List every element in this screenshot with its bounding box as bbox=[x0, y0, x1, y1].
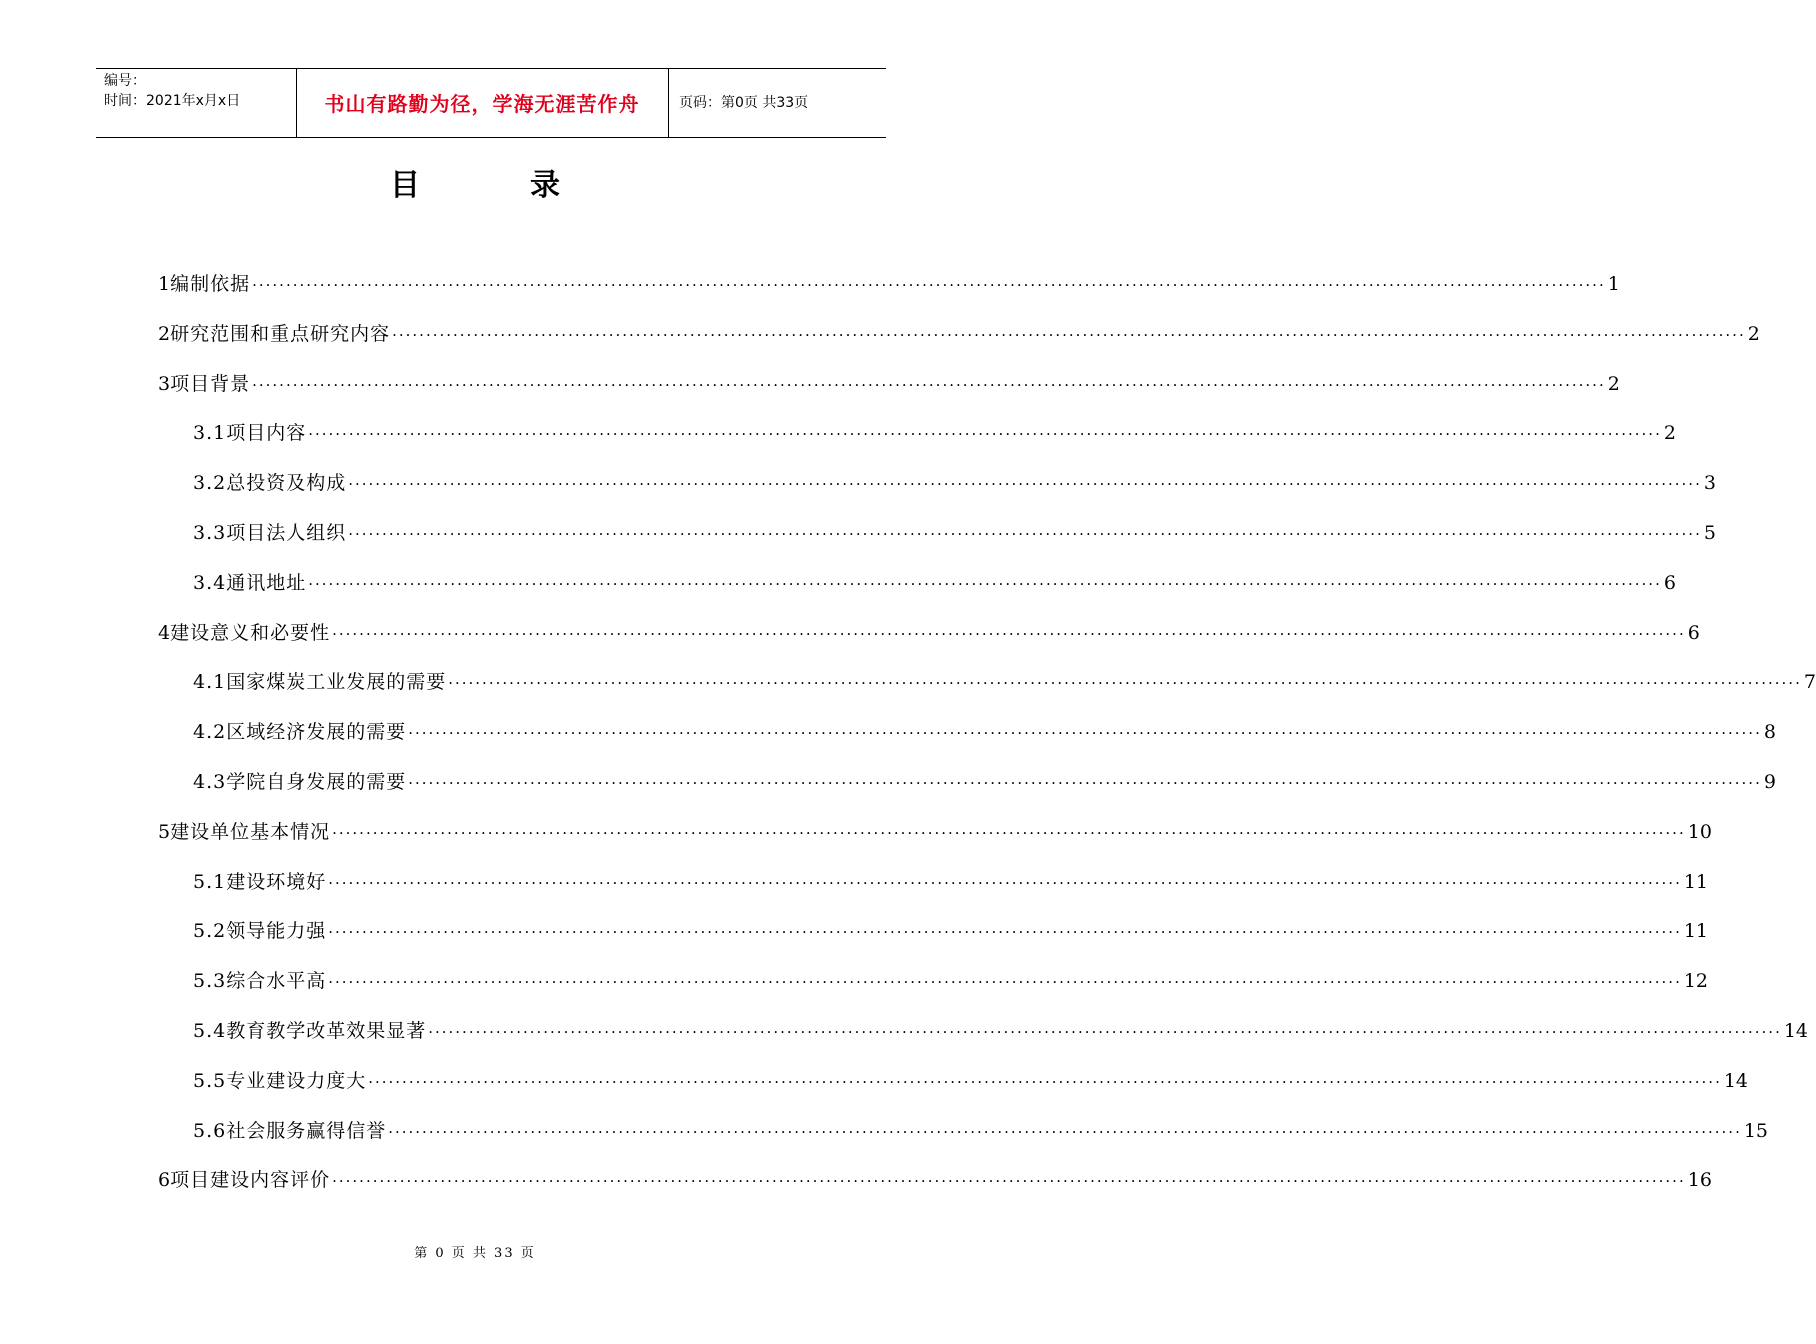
toc-leader-dots: ········································································································································································································ bbox=[448, 674, 1802, 693]
toc-leader-dots: ········································································································································································································ bbox=[328, 873, 1682, 892]
document-date: 时间：2021年x月x日 bbox=[104, 93, 241, 109]
toc-entry-page: 7 bbox=[1803, 671, 1816, 694]
header-middle-cell bbox=[296, 69, 669, 137]
toc-entry-page: 2 bbox=[1747, 322, 1760, 345]
toc-entry-label: 5.4教育教学改革效果显著 bbox=[193, 1020, 427, 1042]
toc-leader-dots: ········································································································································································································ bbox=[348, 475, 1702, 494]
toc-entry-label: 3.3项目法人组织 bbox=[193, 522, 347, 544]
toc-entry-label: 建设意义和必要性 bbox=[170, 621, 331, 644]
toc-entry-page: 5 bbox=[1703, 522, 1716, 544]
page-title bbox=[0, 168, 950, 204]
toc-entry-page: 9 bbox=[1763, 771, 1776, 793]
toc-entry-page: 6 bbox=[1663, 571, 1676, 594]
toc-entry-page: 2 bbox=[1663, 422, 1676, 445]
toc-leader-dots: ········································································································································································································ bbox=[328, 973, 1682, 992]
toc-entry[interactable] bbox=[193, 669, 1816, 695]
toc-entry[interactable] bbox=[193, 1118, 1769, 1144]
toc-leader-dots: ········································································································································································································ bbox=[392, 325, 1746, 344]
toc-entry[interactable] bbox=[193, 570, 1676, 596]
toc-entry[interactable] bbox=[193, 918, 1709, 944]
toc-entry-number: 5 bbox=[158, 820, 171, 843]
header-right-cell bbox=[669, 69, 886, 137]
toc-leader-dots: ········································································································································································································ bbox=[252, 375, 1606, 394]
toc-leader-dots: ········································································································································································································ bbox=[328, 923, 1682, 942]
toc-entry-page: 6 bbox=[1687, 621, 1700, 644]
toc-entry[interactable] bbox=[193, 1068, 1749, 1094]
toc-leader-dots: ········································································································································································································ bbox=[332, 823, 1686, 842]
toc-entry-label: 项目建设内容评价 bbox=[170, 1169, 331, 1192]
title-char-2: 录 bbox=[530, 168, 560, 203]
toc-entry-page: 10 bbox=[1687, 820, 1712, 843]
toc-leader-dots: ········································································································································································································ bbox=[308, 425, 1662, 444]
toc-entry-page: 1 bbox=[1607, 273, 1620, 295]
toc-entry[interactable] bbox=[193, 520, 1716, 546]
header-motto: 书山有路勤为径，学海无涯苦作舟 bbox=[324, 92, 640, 116]
toc-leader-dots: ········································································································································································································ bbox=[252, 276, 1606, 294]
toc-leader-dots: ········································································································································································································ bbox=[368, 1072, 1722, 1091]
toc-entry[interactable] bbox=[193, 1018, 1809, 1044]
toc-entry-number: 6 bbox=[158, 1169, 171, 1192]
toc-entry[interactable] bbox=[158, 819, 1712, 845]
toc-entry[interactable] bbox=[158, 321, 1760, 347]
toc-entry[interactable] bbox=[193, 719, 1776, 745]
toc-entry-label: 研究范围和重点研究内容 bbox=[170, 322, 391, 345]
toc-entry[interactable] bbox=[193, 470, 1716, 496]
toc-entry-page: 15 bbox=[1743, 1119, 1769, 1142]
toc-entry-page: 12 bbox=[1683, 970, 1709, 993]
toc-entry[interactable] bbox=[158, 371, 1620, 397]
header-page-info: 页码：第0页 共33页 bbox=[679, 95, 809, 111]
toc-entry-page: 16 bbox=[1687, 1169, 1712, 1192]
toc-entry-label: 3.4通讯地址 bbox=[193, 571, 307, 594]
toc-entry-label: 5.3综合水平高 bbox=[193, 970, 327, 993]
toc-entry[interactable] bbox=[158, 620, 1700, 646]
toc-leader-dots: ········································································································································································································ bbox=[388, 1122, 1742, 1141]
toc-entry-page: 2 bbox=[1607, 372, 1620, 395]
toc-entry-label: 4.2区域经济发展的需要 bbox=[193, 721, 407, 744]
header-left-cell bbox=[96, 69, 297, 137]
document-number-label: 编号： bbox=[104, 73, 146, 89]
page-header bbox=[96, 68, 886, 138]
toc-entry[interactable] bbox=[193, 420, 1676, 446]
toc-entry-page: 14 bbox=[1723, 1069, 1749, 1092]
toc-entry-number: 1 bbox=[158, 273, 171, 295]
page-footer: 第 0 页 共 33 页 bbox=[414, 1246, 536, 1261]
toc-entry-number: 2 bbox=[158, 322, 171, 345]
toc-entry-label: 项目背景 bbox=[170, 372, 251, 395]
toc-entry-label: 5.1建设环境好 bbox=[193, 870, 327, 893]
toc-entry-label: 建设单位基本情况 bbox=[170, 820, 331, 843]
toc-entry-page: 14 bbox=[1783, 1020, 1809, 1042]
toc-entry-label: 3.1项目内容 bbox=[193, 422, 307, 445]
toc-entry-number: 4 bbox=[158, 621, 171, 644]
toc-entry-page: 3 bbox=[1703, 472, 1716, 495]
toc-entry-number: 3 bbox=[158, 372, 171, 395]
toc-entry-label: 4.1国家煤炭工业发展的需要 bbox=[193, 671, 447, 694]
toc-entry-label: 3.2总投资及构成 bbox=[193, 472, 347, 495]
toc-entry[interactable] bbox=[158, 271, 1620, 297]
toc-leader-dots: ········································································································································································································ bbox=[332, 1172, 1686, 1191]
toc-entry-page: 11 bbox=[1683, 920, 1709, 943]
toc-leader-dots: ········································································································································································································ bbox=[408, 774, 1762, 792]
toc-leader-dots: ········································································································································································································ bbox=[332, 624, 1686, 643]
toc-leader-dots: ········································································································································································································ bbox=[308, 574, 1662, 593]
toc-entry[interactable] bbox=[193, 968, 1709, 994]
toc-leader-dots: ········································································································································································································ bbox=[348, 525, 1702, 543]
title-char-1: 目 bbox=[390, 168, 420, 203]
toc-entry[interactable] bbox=[193, 769, 1776, 795]
toc-entry-page: 8 bbox=[1763, 721, 1776, 744]
toc-entry-page: 11 bbox=[1683, 870, 1709, 893]
toc-leader-dots: ········································································································································································································ bbox=[428, 1023, 1782, 1041]
toc-leader-dots: ········································································································································································································ bbox=[408, 724, 1762, 743]
toc-entry-label: 5.5专业建设力度大 bbox=[193, 1069, 367, 1092]
toc-entry-label: 编制依据 bbox=[170, 273, 251, 295]
toc-entry[interactable] bbox=[193, 869, 1709, 895]
toc-entry-label: 5.2领导能力强 bbox=[193, 920, 327, 943]
toc-entry-label: 5.6社会服务赢得信誉 bbox=[193, 1119, 387, 1142]
toc-entry-label: 4.3学院自身发展的需要 bbox=[193, 771, 407, 793]
toc-entry[interactable] bbox=[158, 1167, 1712, 1193]
